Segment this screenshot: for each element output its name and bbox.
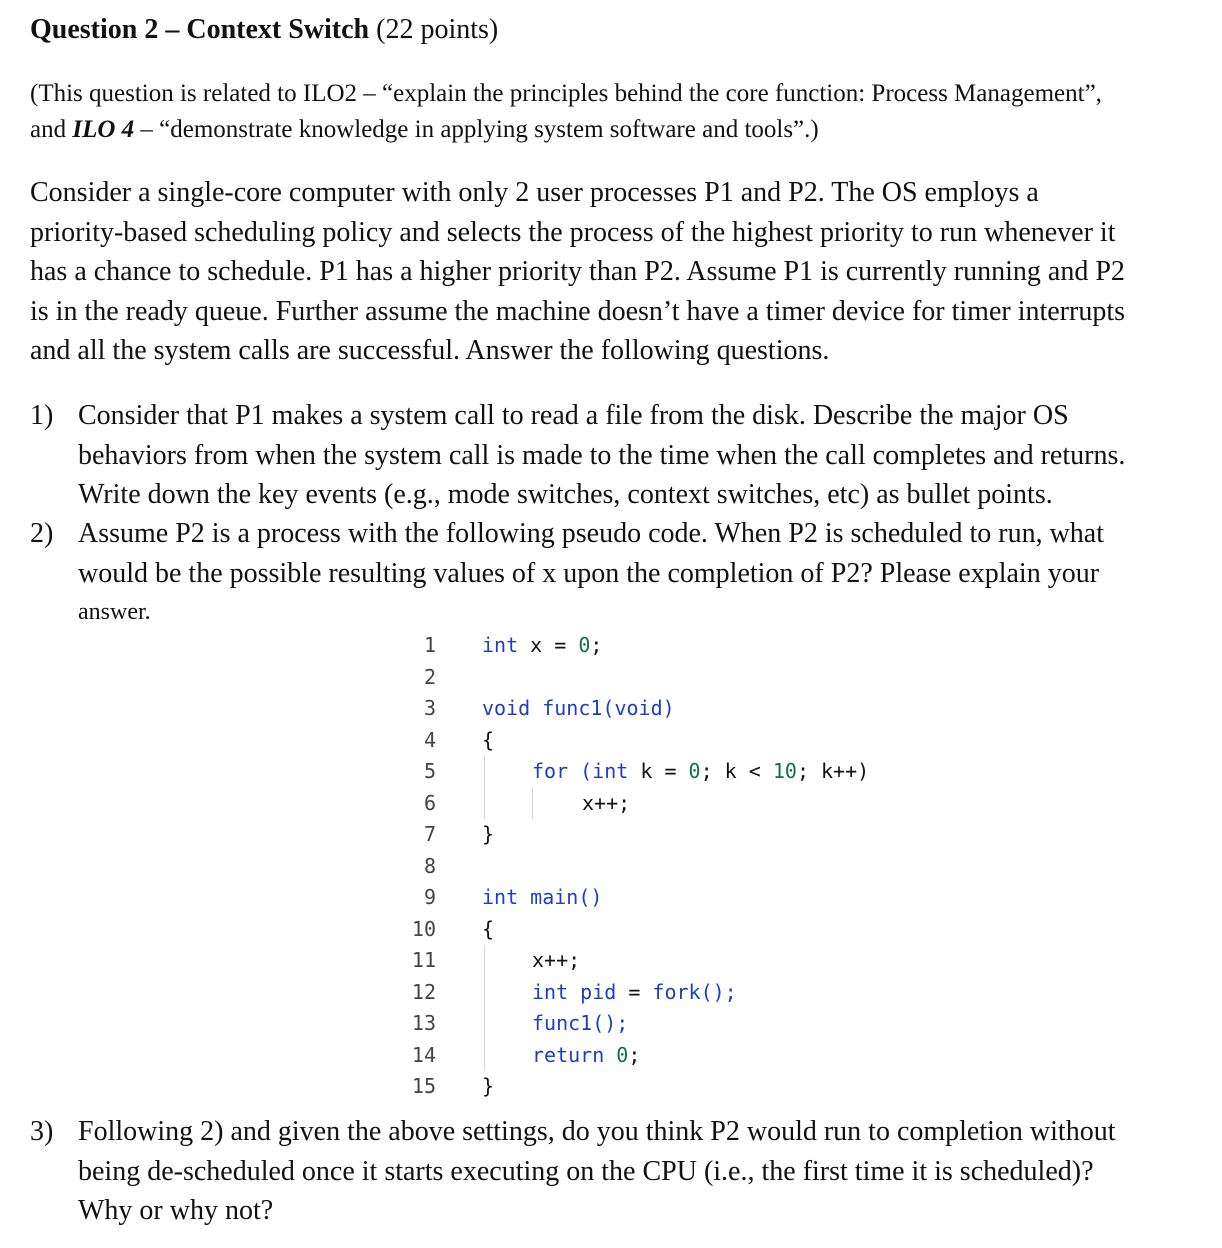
- line-number: 4: [423, 727, 436, 752]
- code-line-11: x++;: [532, 948, 581, 972]
- line-number: 7: [423, 822, 436, 846]
- code-line-3: void func1(void): [482, 696, 675, 720]
- code-number: 0: [688, 759, 701, 783]
- indent-guide: [484, 945, 485, 1071]
- question-2-line: would be the possible resulting values of x upon the completion of P2? Please explain your: [78, 557, 1100, 589]
- question-1-line: Consider that P1 makes a system call to read a file from the disk. Describe the major OS: [78, 400, 1069, 431]
- question-title-bold: Question 2 – Context Switch: [30, 14, 370, 45]
- code-line-7: }: [482, 822, 495, 846]
- question-2-number: 2): [30, 518, 54, 549]
- intro-line: is in the ready queue. Further assume the machine doesn’t have a timer device for timer interrupts: [30, 295, 1126, 327]
- ilo-line-1: (This question is related to ILO2 – “explain the principles behind the core function: Process Management”,: [30, 80, 1102, 107]
- code-listing: [400, 630, 940, 1100]
- line-number: 15: [411, 1074, 436, 1098]
- code-text: [604, 1043, 616, 1067]
- code-text: ; k++): [796, 759, 870, 783]
- question-2-line: Assume P2 is a process with the following pseudo code. When P2 is scheduled to run, what: [78, 518, 1105, 549]
- intro-line: Consider a single-core computer with only 2 user processes P1 and P2. The OS employs a: [30, 177, 1039, 208]
- ilo-line-2: [30, 112, 1200, 148]
- ilo-line-2-prefix: and: [30, 116, 73, 143]
- code-text: =: [616, 979, 653, 1004]
- code-line-14: [532, 1040, 640, 1072]
- intro-line: priority-based scheduling policy and selects the process of the highest priority to run whenever it: [30, 216, 1116, 248]
- line-number: 5: [423, 759, 436, 783]
- code-line-6: x++;: [582, 790, 631, 815]
- line-number: 8: [423, 853, 436, 878]
- ilo-4-label: ILO 4: [72, 116, 135, 143]
- indent-guide: [484, 756, 485, 819]
- question-1-text: [78, 396, 1125, 515]
- code-text: k =: [628, 759, 689, 783]
- ilo-line-2-rest: – “demonstrate knowledge in applying system software and tools”.): [134, 116, 819, 143]
- question-1-line: Write down the key events (e.g., mode switches, context switches, etc) as bullet points.: [78, 479, 1053, 510]
- code-line-1: [482, 630, 602, 662]
- code-function: fork();: [652, 979, 737, 1004]
- code-line-9: int main(): [482, 885, 603, 909]
- question-2-text: [78, 514, 1104, 633]
- line-number: 11: [411, 948, 436, 972]
- question-3-line: being de-scheduled once it starts executing on the CPU (i.e., the first time it is scheduled)?: [78, 1155, 1094, 1187]
- line-number: 12: [411, 979, 436, 1004]
- ilo-note: [30, 76, 1200, 148]
- code-line-10: {: [482, 916, 495, 941]
- line-number: 9: [423, 885, 436, 909]
- question-points: (22 points): [369, 14, 499, 45]
- code-line-12: [532, 977, 737, 1009]
- question-2-line: answer.: [78, 599, 151, 625]
- line-number: 2: [423, 664, 436, 689]
- code-text: ;: [628, 1042, 641, 1067]
- intro-paragraph: [30, 173, 1195, 371]
- code-number: 10: [772, 759, 797, 783]
- line-number: 3: [423, 696, 436, 720]
- code-keyword: return: [532, 1042, 605, 1067]
- question-1-line: behaviors from when the system call is made to the time when the call completes and returns.: [78, 439, 1126, 471]
- line-number: 6: [423, 790, 436, 815]
- question-3-line: Following 2) and given the above settings, do you think P2 would run to completion without: [78, 1116, 1116, 1147]
- code-keyword: int: [482, 633, 519, 657]
- code-number: 0: [578, 633, 591, 657]
- code-text: ; k <: [700, 759, 773, 783]
- question-1-number: 1): [30, 400, 54, 431]
- code-text: ;: [590, 633, 603, 657]
- code-text: x =: [518, 633, 579, 657]
- line-number: 10: [411, 916, 436, 941]
- line-number: 1: [423, 633, 436, 657]
- intro-line: and all the system calls are successful. Answer the following questions.: [30, 335, 830, 366]
- code-keyword: for (int: [532, 759, 629, 783]
- question-3-text: [78, 1112, 1115, 1231]
- code-keyword: int pid: [532, 979, 617, 1004]
- question-3-line: Why or why not?: [78, 1195, 274, 1226]
- code-line-13: func1();: [532, 1011, 629, 1035]
- intro-line: has a chance to schedule. P1 has a higher priority than P2. Assume P1 is currently running and P2: [30, 256, 1125, 287]
- code-line-15: }: [482, 1074, 495, 1098]
- line-number: 14: [411, 1042, 436, 1067]
- code-number: 0: [616, 1042, 629, 1067]
- line-number: 13: [411, 1011, 436, 1035]
- question-3-number: 3): [30, 1116, 54, 1147]
- code-line-5: [532, 756, 869, 788]
- code-line-4: {: [482, 727, 495, 752]
- indent-guide: [532, 788, 533, 820]
- question-title: [30, 10, 498, 50]
